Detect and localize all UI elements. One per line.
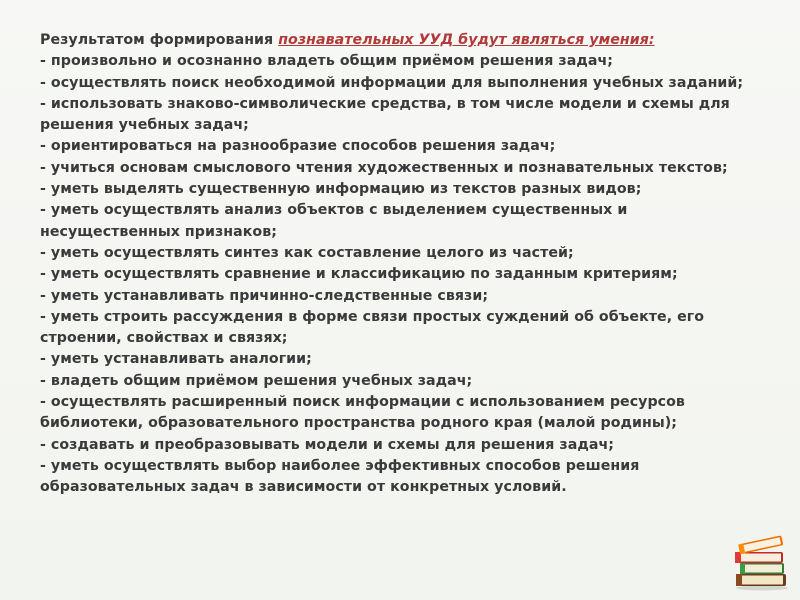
list-item: - создавать и преобразовывать модели и схемы для решения задач; bbox=[40, 436, 614, 453]
books-stack-icon bbox=[730, 530, 792, 592]
list-item: - произвольно и осознанно владеть общим приёмом решения задач; bbox=[40, 53, 613, 70]
list-item: - уметь осуществлять сравнение и классификацию по заданным критериям; bbox=[40, 266, 678, 283]
list-item: - ориентироваться на разнообразие способов решения задач; bbox=[40, 138, 556, 155]
heading-emphasis: познавательных УУД будут являться умения: bbox=[278, 32, 655, 48]
heading bbox=[40, 30, 750, 51]
list-item: - уметь устанавливать причинно-следственные связи; bbox=[40, 287, 489, 304]
list-item: - владеть общим приёмом решения учебных задач; bbox=[40, 372, 473, 389]
slide-text-block bbox=[40, 30, 750, 499]
list-item: - уметь строить рассуждения в форме связи простых суждений об объекте, его строении, свойствах и связях; bbox=[40, 308, 705, 347]
list-item: - уметь осуществлять синтез как составление целого из частей; bbox=[40, 244, 574, 261]
list-item: - уметь выделять существенную информацию из текстов разных видов; bbox=[40, 181, 642, 198]
list-item: - уметь осуществлять анализ объектов с выделением существенных и несущественных признаков; bbox=[40, 202, 628, 240]
list-item: - осуществлять поиск необходимой информации для выполнения учебных заданий; bbox=[40, 74, 744, 91]
list-item: - использовать знаково-символические средства, в том числе модели и схемы для решения учебных задач; bbox=[40, 95, 730, 134]
list-item: - осуществлять расширенный поиск информации с использованием ресурсов библиотеки, образовательного пространства родного края (малой родины); bbox=[40, 394, 685, 432]
list-item: - учиться основам смыслового чтения художественных и познавательных текстов; bbox=[40, 159, 728, 176]
heading-lead: Результатом формирования bbox=[40, 32, 279, 48]
skills-list bbox=[40, 51, 750, 498]
list-item: - уметь осуществлять выбор наиболее эффективных способов решения образовательных задач в зависимости от конкретных условий. bbox=[40, 457, 640, 496]
list-item: - уметь устанавливать аналогии; bbox=[40, 351, 312, 368]
